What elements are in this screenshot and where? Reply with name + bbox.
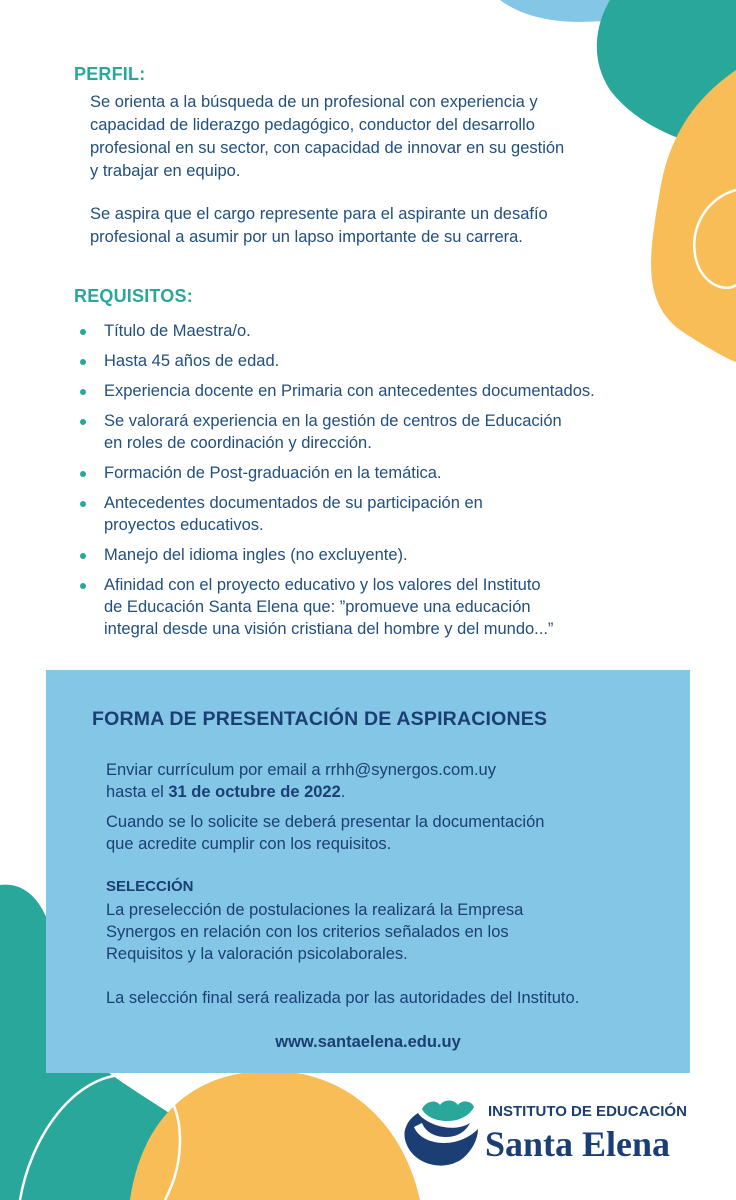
hands-leaf-icon bbox=[400, 1097, 482, 1173]
list-item: Título de Maestra/o. bbox=[76, 320, 676, 342]
bullet-icon bbox=[80, 419, 86, 425]
list-item: Experiencia docente en Primaria con antecedentes documentados. bbox=[76, 380, 676, 402]
email-line: Enviar currículum por email a rrhh@synergos.com.uy bbox=[106, 761, 496, 779]
logo-institute-text: INSTITUTO DE EDUCACIÓN bbox=[488, 1103, 687, 1120]
deadline-line: hasta el 31 de octubre de 2022. bbox=[106, 783, 346, 801]
institution-logo bbox=[400, 1095, 700, 1175]
list-item: Hasta 45 años de edad. bbox=[76, 350, 676, 372]
seleccion-paragraph: La preselección de postulaciones la realizará la Empresa Synergos en relación con los criterios señalados en los Requisitos y la valoración psicolaborales. bbox=[106, 901, 524, 963]
final-selection-note: La selección final será realizada por las autoridades del Instituto. bbox=[106, 989, 580, 1007]
presentation-title: FORMA DE PRESENTACIÓN DE ASPIRACIONES bbox=[92, 708, 548, 730]
bullet-icon bbox=[80, 471, 86, 477]
website-link[interactable]: www.santaelena.edu.uy bbox=[275, 1033, 461, 1051]
presentation-box bbox=[46, 670, 690, 1073]
bullet-icon bbox=[80, 553, 86, 559]
bullet-icon bbox=[80, 583, 86, 589]
bullet-icon bbox=[80, 501, 86, 507]
list-item: Antecedentes documentados de su participación en proyectos educativos. bbox=[76, 492, 676, 536]
perfil-heading: PERFIL: bbox=[74, 64, 146, 84]
email-instructions bbox=[106, 759, 666, 803]
seleccion-heading: SELECCIÓN bbox=[106, 878, 194, 895]
bullet-icon bbox=[80, 389, 86, 395]
bullet-icon bbox=[80, 359, 86, 365]
perfil-paragraph-1: Se orienta a la búsqueda de un profesional con experiencia y capacidad de liderazgo pedagógico, conductor del desarrollo profesional en su sector, con capacidad de innovar en su gestión y trabajar en equipo. bbox=[90, 93, 565, 180]
list-item: Formación de Post-graduación en la temática. bbox=[76, 462, 676, 484]
perfil-paragraph-2: Se aspira que el cargo represente para el aspirante un desafío profesional a asumir por un lapso importante de su carrera. bbox=[90, 205, 548, 246]
documentation-note: Cuando se lo solicite se deberá presentar la documentación que acredite cumplir con los requisitos. bbox=[106, 813, 545, 853]
list-item: Manejo del idioma ingles (no excluyente). bbox=[76, 544, 676, 566]
bullet-icon bbox=[80, 329, 86, 335]
list-item: Afinidad con el proyecto educativo y los valores del Instituto de Educación Santa Elena que: ”promueve una educación integral desde una visión cristiana del hombre y del mundo...” bbox=[76, 574, 676, 640]
deadline-date: 31 de octubre de 2022 bbox=[168, 783, 341, 801]
requisitos-list bbox=[76, 320, 676, 648]
requisitos-heading: REQUISITOS: bbox=[74, 286, 193, 306]
logo-name-text: Santa Elena bbox=[485, 1124, 671, 1164]
list-item: Se valorará experiencia en la gestión de centros de Educación en roles de coordinación y dirección. bbox=[76, 410, 676, 454]
